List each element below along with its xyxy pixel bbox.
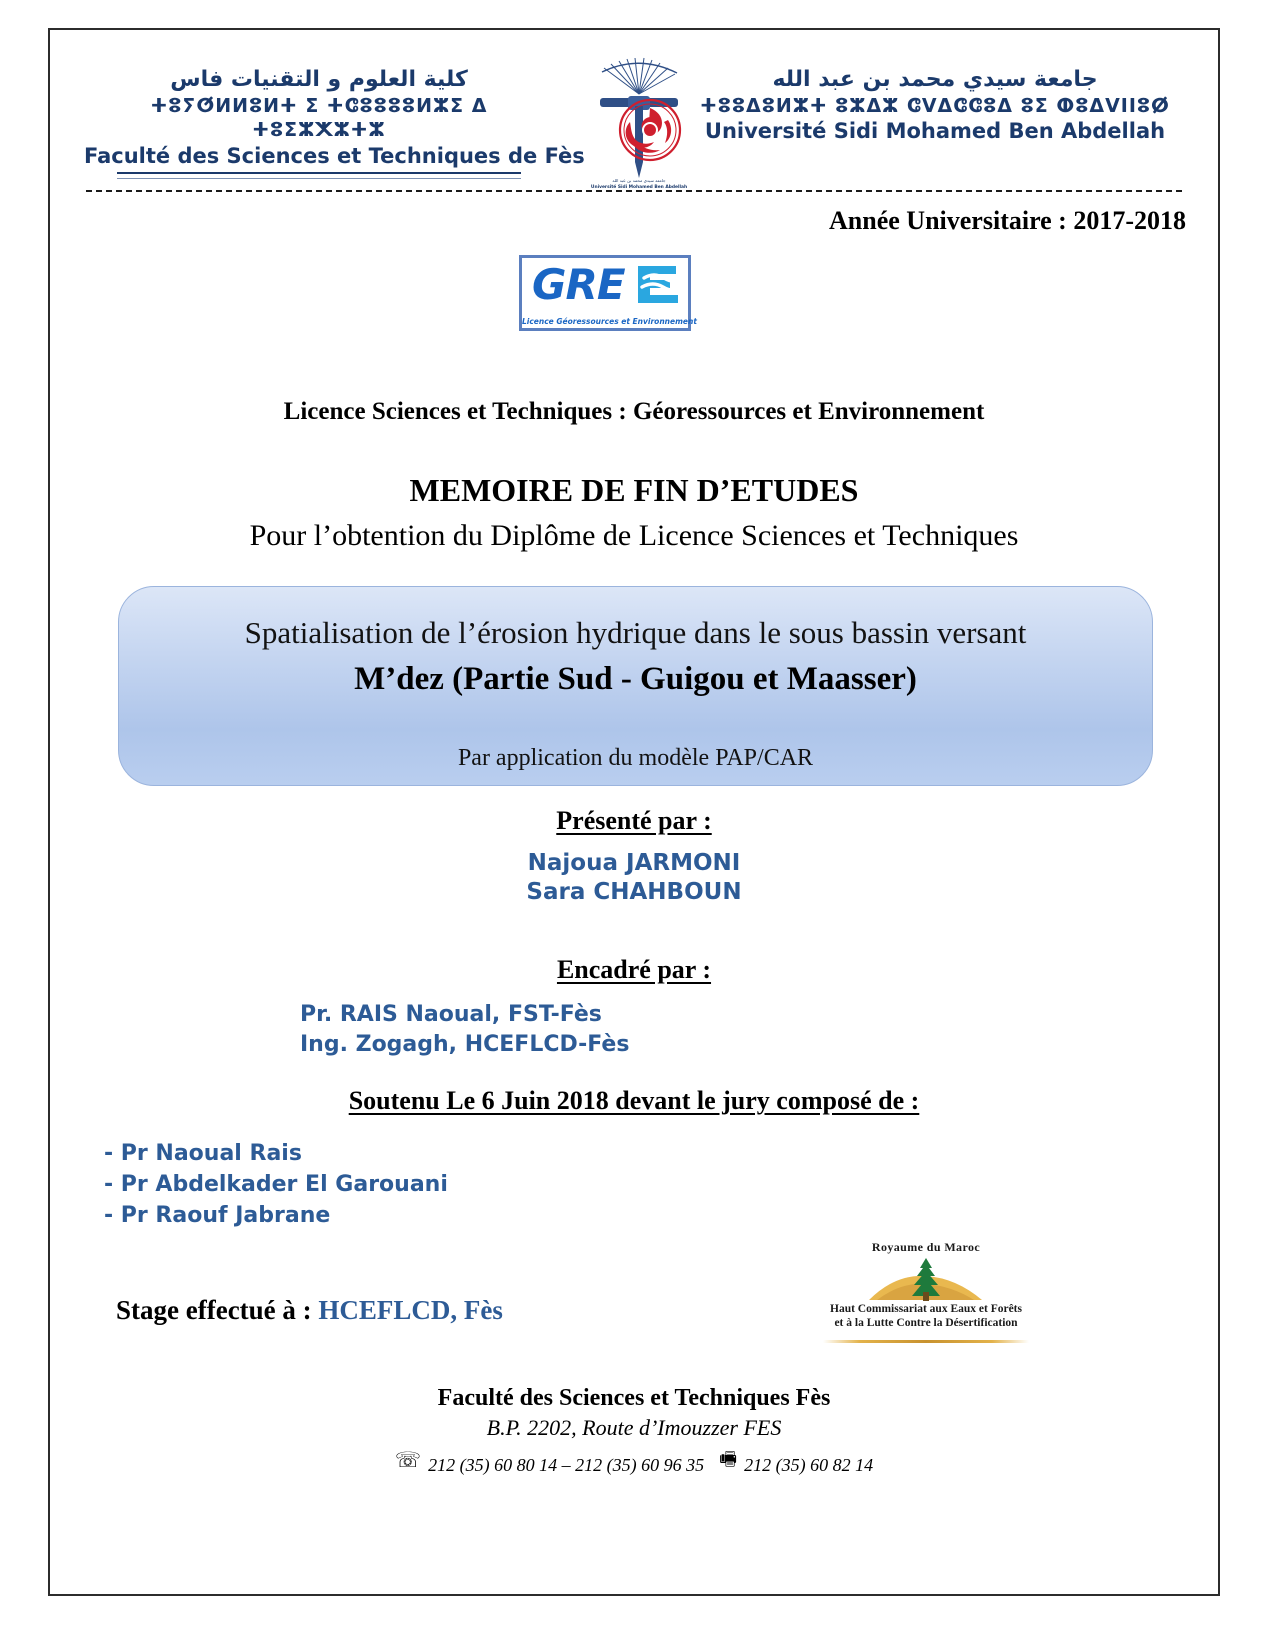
phone-icon: ☏ <box>394 1448 422 1472</box>
hceflcd-caption-line2: et à la Lutte Contre la Désertification <box>834 1317 1018 1330</box>
jury-member: - Pr Abdelkader El Garouani <box>104 1172 448 1198</box>
hceflcd-kingdom-label: Royaume du Maroc <box>871 1240 981 1254</box>
gre-logo-mark <box>522 258 688 310</box>
thesis-type-heading: MEMOIRE DE FIN D’ETUDES <box>409 472 859 508</box>
supervisor-name: Pr. RAIS Naoual, FST-Fès <box>300 1002 602 1027</box>
svg-text:جامعة سيدي محمد بن عبد الله: جامعة سيدي محمد بن عبد الله <box>612 178 666 183</box>
presented-by-label <box>60 806 1208 836</box>
header-dashed-separator <box>86 190 1182 192</box>
university-name-arabic: جامعة سيدي محمد بن عبد الله <box>772 67 1098 92</box>
footer-phone-numbers: 212 (35) 60 80 14 – 212 (35) 60 96 35 <box>428 1454 705 1475</box>
gre-wave-e-icon <box>634 262 682 306</box>
degree-program-line: Licence Sciences et Techniques : Géoressources et Environnement <box>283 398 985 425</box>
thesis-purpose-line: Pour l’obtention du Diplôme de Licence Sciences et Techniques <box>249 519 1019 552</box>
presented-by-text: Présenté par : <box>556 806 712 835</box>
page-footer <box>60 1385 1208 1481</box>
hceflcd-logo <box>817 1240 1035 1358</box>
university-name-french: Université Sidi Mohamed Ben Abdellah <box>704 119 1166 144</box>
faculty-underline-rule <box>117 172 521 179</box>
thesis-subtitle: Par application du modèle PAP/CAR <box>457 745 814 771</box>
internship-organization: HCEFLCD, Fès <box>318 1295 503 1325</box>
author-list <box>60 849 1208 907</box>
gre-logo-caption: Licence Géoressources et Environnement <box>522 317 697 326</box>
faculty-name-tifinagh: ⵜⵓⵢⵚⵍⵍⵓⵍⵜ ⵉ ⵜⵛⵓⵓⵓⵓⵍⵣⵉ ⵠ ⵜⵓⵉⵣⵅⵣⵜⵣ <box>150 94 488 142</box>
university-seal-icon <box>584 52 694 190</box>
internship-prefix: Stage effectué à : <box>116 1295 319 1325</box>
defense-date-label <box>60 1086 1208 1116</box>
svg-text:Université Sidi Mohamed Ben Ab: Université Sidi Mohamed Ben Abdellah <box>590 185 688 190</box>
footer-address: B.P. 2202, Route d’Imouzzer FES <box>486 1415 782 1440</box>
internship-line <box>116 1295 503 1326</box>
thesis-title-panel <box>118 586 1153 786</box>
footer-institution: Faculté des Sciences et Techniques Fès <box>437 1385 831 1411</box>
footer-fax-number: 212 (35) 60 82 14 <box>744 1454 874 1475</box>
supervised-by-label <box>60 955 1208 985</box>
page-content <box>60 40 1208 1584</box>
gre-wordmark: GRE <box>532 260 625 309</box>
supervised-by-text: Encadré par : <box>556 955 712 984</box>
hceflcd-gold-rule <box>823 1340 1029 1343</box>
author-name: Najoua JARMONI <box>527 850 741 876</box>
university-identity-block <box>700 66 1170 144</box>
faculty-name-arabic: كلية العلوم و التقنيات فاس <box>170 67 468 92</box>
hceflcd-emblem-icon <box>817 1256 1035 1302</box>
author-name: Sara CHAHBOUN <box>526 878 742 905</box>
defense-date-text: Soutenu Le 6 Juin 2018 devant le jury composé de : <box>348 1086 920 1115</box>
academic-year: Année Universitaire : 2017-2018 <box>829 206 1186 235</box>
footer-contact-row <box>60 1449 1208 1481</box>
thesis-title-line2: M’dez (Partie Sud - Guigou et Maasser) <box>354 661 917 697</box>
fax-icon: 🖷 <box>719 1448 738 1470</box>
jury-member: - Pr Naoual Rais <box>104 1141 302 1166</box>
supervisor-name: Ing. Zogagh, HCEFLCD-Fès <box>300 1031 630 1057</box>
gre-program-logo <box>519 255 697 331</box>
jury-member-list <box>104 1138 448 1232</box>
university-name-tifinagh: ⵜⵓⵓⵠⵓⵍⵣⵜ ⵓⵣⵠⵣ ⵛⴸⵠⵛⵛⵓⵠ ⵓⵉ ⵀⵓⵠⴸⵏⵏⵓⵁ <box>700 94 1170 117</box>
hceflcd-caption-line1: Haut Commissariat aux Eaux et Forêts <box>830 1303 1022 1315</box>
supervisor-list <box>300 1000 629 1059</box>
hceflcd-caption <box>817 1302 1035 1331</box>
document-header <box>60 40 1208 190</box>
jury-member: - Pr Raouf Jabrane <box>104 1203 331 1229</box>
faculty-name-french: Faculté des Sciences et Techniques de Fès <box>84 143 585 168</box>
faculty-identity-block <box>84 66 585 179</box>
thesis-title-line1: Spatialisation de l’érosion hydrique dans le sous bassin versant <box>244 615 1027 650</box>
